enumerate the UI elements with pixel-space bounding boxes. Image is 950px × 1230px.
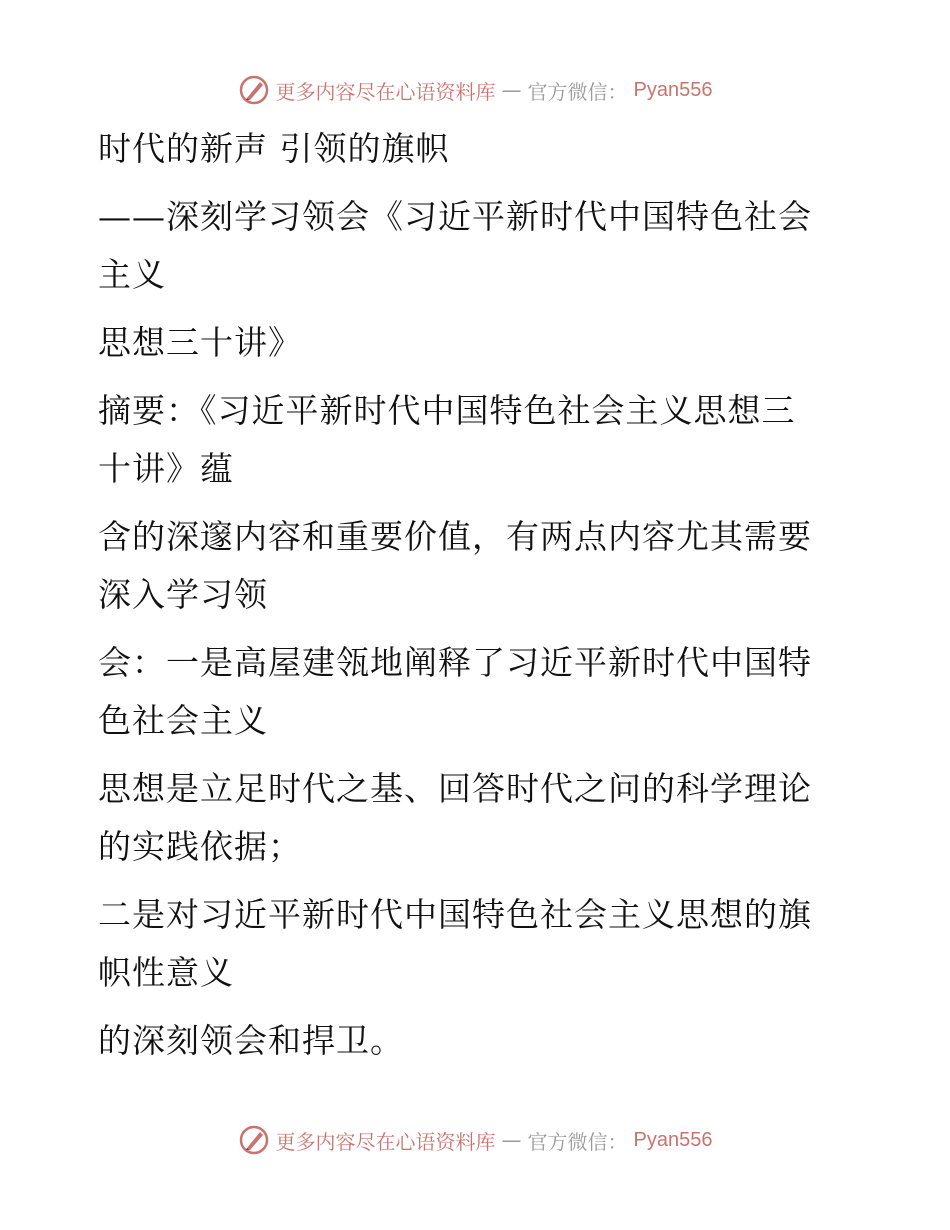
header-watermark [0, 70, 950, 110]
doc-line-1: 时代的新声 引领的旗帜 [98, 129, 450, 168]
watermark-dash: — [501, 78, 522, 102]
doc-line-14: 帜性意义 [98, 953, 234, 992]
watermark-dash: — [501, 1128, 522, 1152]
doc-line-5: 摘要：《习近平新时代中国特色社会主义思想三 [98, 391, 796, 430]
doc-line-10: 色社会主义 [98, 701, 268, 740]
doc-line-3: 主义 [98, 255, 166, 294]
quill-pen-logo-icon [238, 1124, 270, 1156]
watermark-wechat-id: Pyan556 [633, 78, 713, 101]
quill-pen-logo-icon [238, 74, 270, 106]
watermark-brand: 更多内容尽在心语资料库 [275, 1129, 496, 1154]
doc-line-12: 的实践依据； [98, 827, 302, 866]
doc-line-6: 十讲》蕴 [98, 449, 234, 488]
doc-line-4: 思想三十讲》 [98, 323, 302, 362]
watermark-wechat-label: 官方微信： [527, 79, 628, 104]
doc-line-9: 会：一是高屋建瓴地阐释了习近平新时代中国特 [98, 643, 812, 682]
watermark-brand: 更多内容尽在心语资料库 [275, 79, 496, 104]
document-body [98, 120, 838, 1070]
doc-line-2: ——深刻学习领会《习近平新时代中国特色社会 [98, 197, 812, 236]
doc-line-7: 含的深邃内容和重要价值，有两点内容尤其需要 [98, 517, 812, 556]
doc-line-8: 深入学习领 [98, 575, 268, 614]
watermark-wechat-label: 官方微信： [527, 1129, 628, 1154]
footer-watermark [0, 1120, 950, 1160]
doc-line-11: 思想是立足时代之基、回答时代之问的科学理论 [98, 769, 812, 808]
doc-line-15: 的深刻领会和捍卫。 [98, 1021, 404, 1060]
doc-line-13: 二是对习近平新时代中国特色社会主义思想的旗 [98, 895, 812, 934]
watermark-wechat-id: Pyan556 [633, 1128, 713, 1151]
